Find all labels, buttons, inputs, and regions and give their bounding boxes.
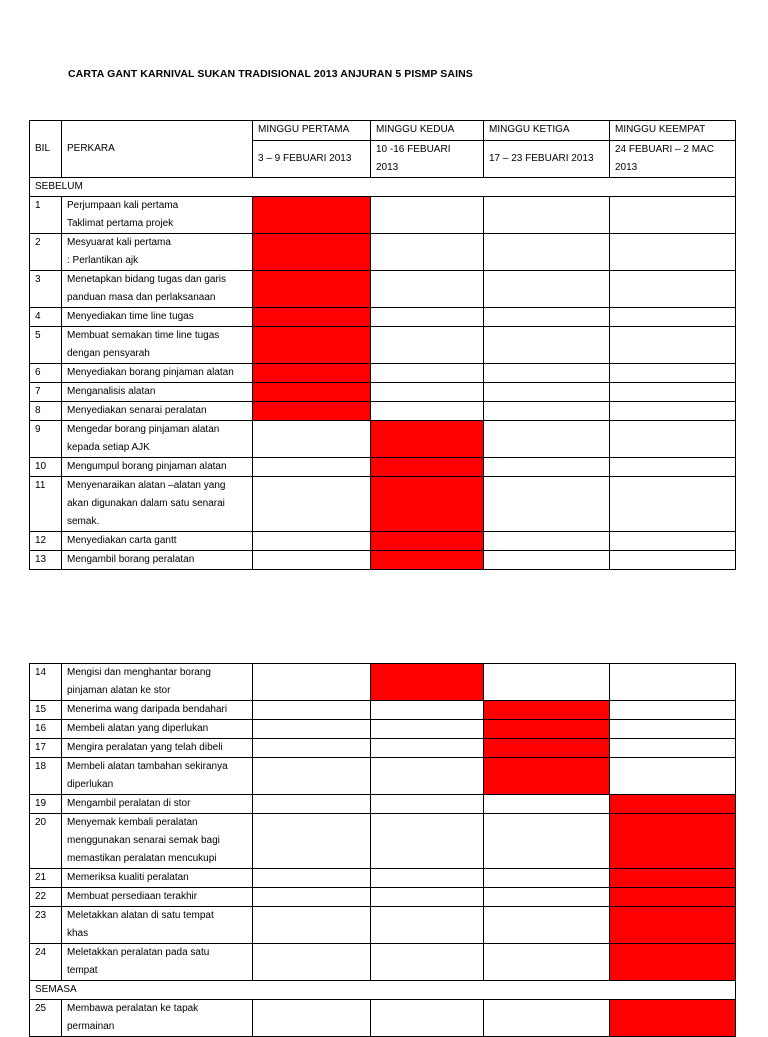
row-number: 24: [30, 944, 62, 981]
empty-cell-week-4: [610, 364, 736, 383]
empty-cell-week-2: [371, 720, 484, 739]
empty-cell-week-2: [371, 402, 484, 421]
empty-cell-week-2: [371, 308, 484, 327]
task-description: [62, 795, 253, 814]
gantt-bar-week-2: [371, 664, 484, 701]
empty-cell-week-2: [371, 795, 484, 814]
empty-cell-week-1: [253, 795, 371, 814]
task-line: Mengira peralatan yang telah dibeli: [67, 742, 223, 753]
task-description: [62, 758, 253, 795]
row-number: 23: [30, 907, 62, 944]
table-row: [30, 907, 736, 944]
task-line: tempat: [67, 965, 98, 976]
task-description: [62, 402, 253, 421]
header-row-week-names: [30, 121, 736, 141]
task-line: akan digunakan dalam satu senarai: [67, 498, 225, 509]
table-row: [30, 383, 736, 402]
empty-cell-week-3: [484, 458, 610, 477]
header-week-3: MINGGU KETIGA: [484, 121, 610, 141]
empty-cell-week-2: [371, 701, 484, 720]
empty-cell-week-4: [610, 402, 736, 421]
task-description: [62, 720, 253, 739]
task-line: Menyediakan borang pinjaman alatan: [67, 367, 234, 378]
task-line: Memeriksa kualiti peralatan: [67, 872, 189, 883]
empty-cell-week-2: [371, 197, 484, 234]
empty-cell-week-1: [253, 1000, 371, 1037]
task-description: [62, 814, 253, 869]
task-description: [62, 364, 253, 383]
empty-cell-week-2: [371, 364, 484, 383]
table-row: [30, 551, 736, 570]
section-row-sebelum: [30, 178, 736, 197]
table-row: [30, 234, 736, 271]
task-line: Membeli alatan tambahan sekiranya: [67, 761, 228, 772]
task-line: kepada setiap AJK: [67, 442, 150, 453]
table-row: [30, 701, 736, 720]
row-number: 6: [30, 364, 62, 383]
task-line: panduan masa dan perlaksanaan: [67, 292, 216, 303]
row-number: 10: [30, 458, 62, 477]
task-line: Mengedar borang pinjaman alatan: [67, 424, 220, 435]
row-number: 17: [30, 739, 62, 758]
task-description: [62, 308, 253, 327]
row-number: 15: [30, 701, 62, 720]
empty-cell-week-3: [484, 795, 610, 814]
task-line: Membawa peralatan ke tapak: [67, 1003, 199, 1014]
row-number: 8: [30, 402, 62, 421]
table-body-part-1: [30, 197, 736, 570]
gantt-bar-week-2: [371, 532, 484, 551]
row-number: 25: [30, 1000, 62, 1037]
empty-cell-week-3: [484, 888, 610, 907]
task-line: dengan pensyarah: [67, 348, 150, 359]
empty-cell-week-3: [484, 907, 610, 944]
task-line: Menyediakan time line tugas: [67, 311, 194, 322]
empty-cell-week-1: [253, 664, 371, 701]
empty-cell-week-2: [371, 383, 484, 402]
task-description: [62, 888, 253, 907]
header-week-4-dates: 24 FEBUARI – 2 MAC 2013: [610, 141, 736, 178]
row-number: 11: [30, 477, 62, 532]
row-number: 9: [30, 421, 62, 458]
empty-cell-week-4: [610, 421, 736, 458]
task-description: [62, 869, 253, 888]
header-bil: BIL: [30, 121, 62, 178]
empty-cell-week-4: [610, 701, 736, 720]
task-line: Menyediakan carta gantt: [67, 535, 177, 546]
task-line: Menetapkan bidang tugas dan garis: [67, 274, 227, 285]
empty-cell-week-3: [484, 308, 610, 327]
task-line: Meletakkan peralatan pada satu: [67, 947, 210, 958]
gantt-bar-week-1: [253, 271, 371, 308]
row-number: 12: [30, 532, 62, 551]
empty-cell-week-2: [371, 944, 484, 981]
gantt-bar-week-3: [484, 701, 610, 720]
table-row: [30, 402, 736, 421]
task-description: [62, 421, 253, 458]
table-row: [30, 364, 736, 383]
task-line: Menyediakan senarai peralatan: [67, 405, 207, 416]
empty-cell-week-1: [253, 532, 371, 551]
empty-cell-week-3: [484, 197, 610, 234]
row-number: 13: [30, 551, 62, 570]
gantt-bar-week-2: [371, 421, 484, 458]
task-line: khas: [67, 928, 89, 939]
task-line: Menyemak kembali peralatan: [67, 817, 198, 828]
empty-cell-week-1: [253, 944, 371, 981]
empty-cell-week-4: [610, 477, 736, 532]
gantt-bar-week-4: [610, 944, 736, 981]
empty-cell-week-1: [253, 477, 371, 532]
section-row-semasa: [30, 981, 736, 1000]
task-line: Mesyuarat kali pertama: [67, 237, 171, 248]
table-body-part-2: [30, 664, 736, 1037]
empty-cell-week-1: [253, 758, 371, 795]
task-line: : Perlantikan ajk: [67, 255, 139, 266]
task-description: [62, 383, 253, 402]
table-row: [30, 308, 736, 327]
gantt-bar-week-1: [253, 327, 371, 364]
empty-cell-week-1: [253, 814, 371, 869]
table-row: [30, 327, 736, 364]
task-line: Menerima wang daripada bendahari: [67, 704, 228, 715]
task-line: pinjaman alatan ke stor: [67, 685, 171, 696]
empty-cell-week-4: [610, 458, 736, 477]
empty-cell-week-1: [253, 888, 371, 907]
task-line: Perjumpaan kali pertama: [67, 200, 179, 211]
empty-cell-week-3: [484, 234, 610, 271]
gantt-bar-week-4: [610, 814, 736, 869]
task-line: menggunakan senarai semak bagi: [67, 835, 220, 846]
section-label-sebelum: SEBELUM: [30, 178, 736, 197]
row-number: 20: [30, 814, 62, 869]
task-line: permainan: [67, 1021, 115, 1032]
empty-cell-week-3: [484, 944, 610, 981]
empty-cell-week-2: [371, 271, 484, 308]
empty-cell-week-3: [484, 327, 610, 364]
header-perkara: PERKARA: [62, 121, 253, 178]
empty-cell-week-3: [484, 532, 610, 551]
gantt-bar-week-3: [484, 739, 610, 758]
empty-cell-week-4: [610, 720, 736, 739]
header-week-1: MINGGU PERTAMA: [253, 121, 371, 141]
empty-cell-week-3: [484, 814, 610, 869]
gantt-bar-week-4: [610, 795, 736, 814]
empty-cell-week-2: [371, 739, 484, 758]
table-row: [30, 664, 736, 701]
task-line: diperlukan: [67, 779, 114, 790]
section-label-semasa: SEMASA: [30, 981, 736, 1000]
empty-cell-week-1: [253, 421, 371, 458]
empty-cell-week-3: [484, 402, 610, 421]
gantt-bar-week-1: [253, 197, 371, 234]
task-description: [62, 197, 253, 234]
gantt-table-part-1: [29, 120, 736, 570]
table-row: [30, 1000, 736, 1037]
task-description: [62, 234, 253, 271]
empty-cell-week-3: [484, 869, 610, 888]
gantt-bar-week-3: [484, 720, 610, 739]
task-description: [62, 739, 253, 758]
table-row: [30, 795, 736, 814]
row-number: 2: [30, 234, 62, 271]
task-description: [62, 532, 253, 551]
empty-cell-week-4: [610, 739, 736, 758]
task-line: Mengisi dan menghantar borang: [67, 667, 211, 678]
header-week-2-dates: 10 -16 FEBUARI 2013: [371, 141, 484, 178]
gantt-bar-week-1: [253, 383, 371, 402]
empty-cell-week-3: [484, 477, 610, 532]
empty-cell-week-2: [371, 327, 484, 364]
empty-cell-week-2: [371, 869, 484, 888]
table-row: [30, 477, 736, 532]
gantt-bar-week-3: [484, 758, 610, 795]
gantt-bar-week-4: [610, 1000, 736, 1037]
gantt-bar-week-1: [253, 234, 371, 271]
task-line: memastikan peralatan mencukupi: [67, 853, 217, 864]
empty-cell-week-3: [484, 271, 610, 308]
empty-cell-week-1: [253, 907, 371, 944]
task-line: Menganalisis alatan: [67, 386, 156, 397]
empty-cell-week-4: [610, 383, 736, 402]
empty-cell-week-1: [253, 458, 371, 477]
row-number: 3: [30, 271, 62, 308]
task-line: Mengambil borang peralatan: [67, 554, 195, 565]
gantt-bar-week-1: [253, 308, 371, 327]
task-line: Mengumpul borang pinjaman alatan: [67, 461, 227, 472]
row-number: 18: [30, 758, 62, 795]
task-line: Menyenaraikan alatan –alatan yang: [67, 480, 226, 491]
row-number: 16: [30, 720, 62, 739]
task-line: Membuat semakan time line tugas: [67, 330, 220, 341]
empty-cell-week-2: [371, 758, 484, 795]
empty-cell-week-3: [484, 383, 610, 402]
empty-cell-week-1: [253, 720, 371, 739]
table-row: [30, 888, 736, 907]
gantt-bar-week-1: [253, 402, 371, 421]
task-line: Mengambil peralatan di stor: [67, 798, 191, 809]
task-line: Taklimat pertama projek: [67, 218, 174, 229]
empty-cell-week-3: [484, 664, 610, 701]
empty-cell-week-4: [610, 532, 736, 551]
task-description: [62, 271, 253, 308]
table-row: [30, 869, 736, 888]
empty-cell-week-4: [610, 271, 736, 308]
empty-cell-week-1: [253, 551, 371, 570]
table-row: [30, 458, 736, 477]
empty-cell-week-4: [610, 327, 736, 364]
empty-cell-week-2: [371, 234, 484, 271]
empty-cell-week-2: [371, 1000, 484, 1037]
table-row: [30, 739, 736, 758]
gantt-bar-week-4: [610, 888, 736, 907]
row-number: 14: [30, 664, 62, 701]
empty-cell-week-3: [484, 364, 610, 383]
table-row: [30, 197, 736, 234]
table-row: [30, 532, 736, 551]
header-week-1-dates: 3 – 9 FEBUARI 2013: [253, 141, 371, 178]
table-row: [30, 814, 736, 869]
task-description: [62, 701, 253, 720]
task-description: [62, 458, 253, 477]
table-row: [30, 720, 736, 739]
gantt-bar-week-1: [253, 364, 371, 383]
empty-cell-week-4: [610, 664, 736, 701]
gantt-bar-week-4: [610, 907, 736, 944]
row-number: 1: [30, 197, 62, 234]
task-description: [62, 1000, 253, 1037]
empty-cell-week-4: [610, 308, 736, 327]
row-number: 5: [30, 327, 62, 364]
task-description: [62, 477, 253, 532]
header-week-4: MINGGU KEEMPAT: [610, 121, 736, 141]
gantt-bar-week-2: [371, 458, 484, 477]
task-line: Meletakkan alatan di satu tempat: [67, 910, 214, 921]
empty-cell-week-3: [484, 551, 610, 570]
row-number: 22: [30, 888, 62, 907]
header-week-3-dates: 17 – 23 FEBUARI 2013: [484, 141, 610, 178]
empty-cell-week-1: [253, 739, 371, 758]
empty-cell-week-1: [253, 701, 371, 720]
row-number: 21: [30, 869, 62, 888]
table-row: [30, 944, 736, 981]
task-description: [62, 907, 253, 944]
document-title: CARTA GANT KARNIVAL SUKAN TRADISIONAL 2013 ANJURAN 5 PISMP SAINS: [68, 68, 473, 80]
task-line: semak.: [67, 516, 100, 527]
empty-cell-week-4: [610, 234, 736, 271]
task-description: [62, 327, 253, 364]
empty-cell-week-3: [484, 421, 610, 458]
task-line: Membuat persediaan terakhir: [67, 891, 198, 902]
header-week-2: MINGGU KEDUA: [371, 121, 484, 141]
empty-cell-week-4: [610, 758, 736, 795]
task-description: [62, 664, 253, 701]
gantt-bar-week-2: [371, 477, 484, 532]
empty-cell-week-2: [371, 888, 484, 907]
row-number: 19: [30, 795, 62, 814]
gantt-table-part-2: [29, 663, 736, 1037]
empty-cell-week-4: [610, 197, 736, 234]
task-line: Membeli alatan yang diperlukan: [67, 723, 209, 734]
table-row: [30, 421, 736, 458]
empty-cell-week-4: [610, 551, 736, 570]
empty-cell-week-2: [371, 907, 484, 944]
empty-cell-week-3: [484, 1000, 610, 1037]
gantt-bar-week-2: [371, 551, 484, 570]
table-row: [30, 758, 736, 795]
empty-cell-week-2: [371, 814, 484, 869]
task-description: [62, 551, 253, 570]
task-description: [62, 944, 253, 981]
gantt-bar-week-4: [610, 869, 736, 888]
table-row: [30, 271, 736, 308]
empty-cell-week-1: [253, 869, 371, 888]
row-number: 7: [30, 383, 62, 402]
row-number: 4: [30, 308, 62, 327]
